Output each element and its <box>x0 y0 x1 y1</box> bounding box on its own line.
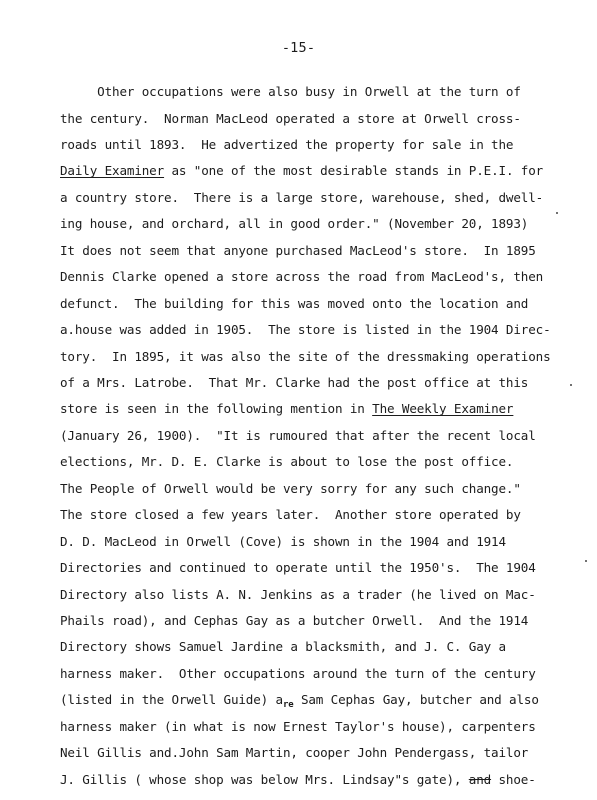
text-segment: (January 26, 1900). "It is rumoured that after the recent local <box>60 427 536 443</box>
text-line <box>60 639 506 655</box>
margin-dot-mark <box>556 212 558 214</box>
margin-dot-mark <box>570 384 572 386</box>
text-line <box>60 322 551 338</box>
text-line <box>60 613 528 629</box>
text-line <box>60 111 521 127</box>
text-segment: harness maker (in what is now Ernest Taylor's house), carpenters <box>60 718 536 734</box>
text-line <box>60 84 521 100</box>
text-line <box>60 296 528 312</box>
text-segment: defunct. The building for this was moved onto the location and <box>60 295 529 311</box>
text-segment: harness maker. Other occupations around the turn of the century <box>60 665 536 681</box>
text-segment: the century. Norman MacLeod operated a store at Orwell cross- <box>60 110 521 126</box>
text-line <box>60 243 536 259</box>
text-line <box>60 719 536 735</box>
text-segment-strike: and <box>468 771 492 787</box>
text-line <box>60 137 513 153</box>
text-segment: The store closed a few years later. Another store operated by <box>60 507 521 523</box>
text-segment: as "one of the most desirable stands in P.E.I. for <box>164 163 544 179</box>
text-segment: The People of Orwell would be very sorry for any such change." <box>60 480 521 496</box>
text-segment: It does not seem that anyone purchased MacLeod's store. In 1895 <box>60 242 536 258</box>
text-segment-subscript: re <box>282 700 294 711</box>
text-segment: D. D. MacLeod in Orwell (Cove) is shown in the 1904 and 1914 <box>60 533 506 549</box>
text-segment: shoe- <box>491 771 536 787</box>
text-line <box>60 560 536 576</box>
text-line <box>60 454 513 470</box>
text-segment: Directory shows Samuel Jardine a blacksmith, and J. C. Gay a <box>60 639 506 655</box>
text-segment: (listed in the Orwell Guide) a <box>60 692 283 708</box>
text-segment-underline: Daily Examiner <box>60 163 165 179</box>
text-line <box>60 507 521 523</box>
text-line <box>60 163 543 179</box>
text-segment: of a Mrs. Latrobe. That Mr. Clarke had the post office at this <box>60 374 529 390</box>
text-segment: J. Gillis ( whose shop was below Mrs. Lindsay"s gate), <box>60 771 469 787</box>
text-line <box>60 375 528 391</box>
text-line <box>60 401 513 417</box>
text-segment-underline: The Weekly Examiner <box>372 401 514 417</box>
text-segment: Directories and continued to operate until the 1950's. The 1904 <box>60 560 536 576</box>
margin-dot-mark <box>585 560 587 562</box>
text-line <box>60 534 506 550</box>
text-line <box>60 692 539 713</box>
page-number: -15- <box>281 40 316 56</box>
text-segment: ing house, and orchard, all in good order." (November 20, 1893) <box>60 216 529 232</box>
text-line <box>60 216 528 232</box>
text-line <box>60 269 543 285</box>
text-line <box>60 587 536 603</box>
text-segment: Sam Cephas Gay, butcher and also <box>293 692 539 708</box>
text-segment: Dennis Clarke opened a store across the road from MacLeod's, then <box>60 269 544 285</box>
text-segment: roads until 1893. He advertized the property for sale in the <box>60 136 514 152</box>
text-segment: a country store. There is a large store, warehouse, shed, dwell- <box>60 189 544 205</box>
text-segment: tory. In 1895, it was also the site of the dressmaking operations <box>60 348 551 364</box>
text-segment: elections, Mr. D. E. Clarke is about to lose the post office. <box>60 454 514 470</box>
text-segment: Neil Gillis and.John Sam Martin, cooper John Pendergass, tailor <box>60 745 529 761</box>
text-line <box>60 428 536 444</box>
text-segment: Phails road), and Cephas Gay as a butcher Orwell. And the 1914 <box>60 613 529 628</box>
text-line <box>60 190 543 206</box>
text-line <box>60 481 521 497</box>
text-line <box>60 666 536 682</box>
text-line <box>60 745 528 761</box>
text-segment: a.house was added in 1905. The store is listed in the 1904 Direc- <box>60 322 551 337</box>
text-line <box>60 772 536 788</box>
text-line <box>60 349 551 365</box>
text-segment: store is seen in the following mention in <box>60 401 373 417</box>
text-segment: Directory also lists A. N. Jenkins as a trader (he lived on Mac- <box>60 586 536 602</box>
text-segment: Other occupations were also busy in Orwell at the turn of <box>60 84 521 99</box>
